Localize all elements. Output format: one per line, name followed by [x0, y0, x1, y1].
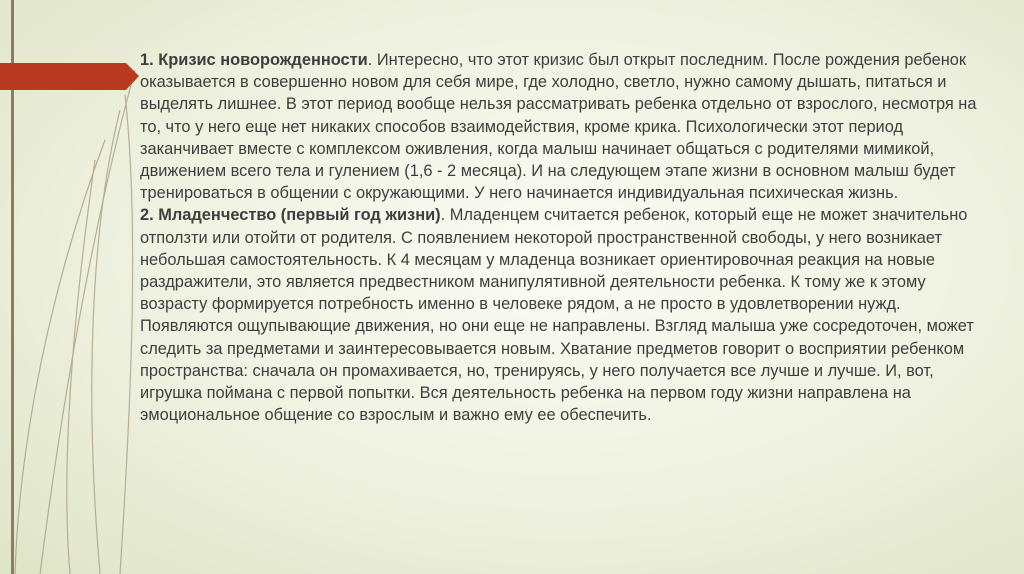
paragraph-body: . Младенцем считается ребенок, который еще не может значительно отползти или отойти от родителя. С появлением некоторой пространственной свободы, у него возникает небольшая самостоятельность. К 4 месяцам у младенца возникает ориентировочная реакция на новые раздражители, это является предвестником манипулятивной деятельности ребенка. К тому же к этому возрасту формируется потребность именно в человеке рядом, а не просто в удовлетворении нужд. Появляются ощупывающие движения, но они еще не направлены. Взгляд малыша уже сосредоточен, может следить за предметами и заинтересовывается новым. Хватание предметов говорит о восприятии ребенком пространства: сначала он промахивается, но, тренируясь, у него получается все лучше и лучше. И, вот, игрушка поймана с первой попытки. Вся деятельность ребенка на первом году жизни направлена на эмоциональное общение со взрослым и важно ему ее обеспечить.	[140, 206, 974, 425]
paragraph-newborn-crisis	[140, 49, 990, 204]
paragraph-body: . Интересно, что этот кризис был открыт последним. После рождения ребенок оказывается в совершенно новом для себя мире, где холодно, светло, нужно самому дышать, питаться и выделять лишнее. В этот период вообще нельзя рассматривать ребенка отдельно от взрослого, несмотря на то, что у него еще нет никаких способов взаимодействия, кроме крика. Психологически этот период заканчивает вместе с комплексом оживления, когда малыш начинает общаться с родителями мимикой, движением всего тела и гулением (1,6 - 2 месяца). И на следующем этапе жизни в основном малыш будет тренироваться в общении с окружающими. У него начинается индивидуальная психическая жизнь.	[140, 51, 977, 203]
accent-arrow-bar	[0, 63, 139, 90]
paragraph-heading: 2. Младенчество (первый год жизни)	[140, 206, 441, 225]
deco-curve-4	[120, 95, 133, 574]
deco-curve-3	[15, 140, 105, 574]
paragraph-heading: 1. Кризис новорожденности	[140, 51, 368, 69]
deco-curve-2	[92, 110, 120, 574]
slide-text	[140, 49, 990, 426]
paragraph-infancy	[140, 204, 990, 426]
deco-curve-1	[40, 70, 135, 574]
